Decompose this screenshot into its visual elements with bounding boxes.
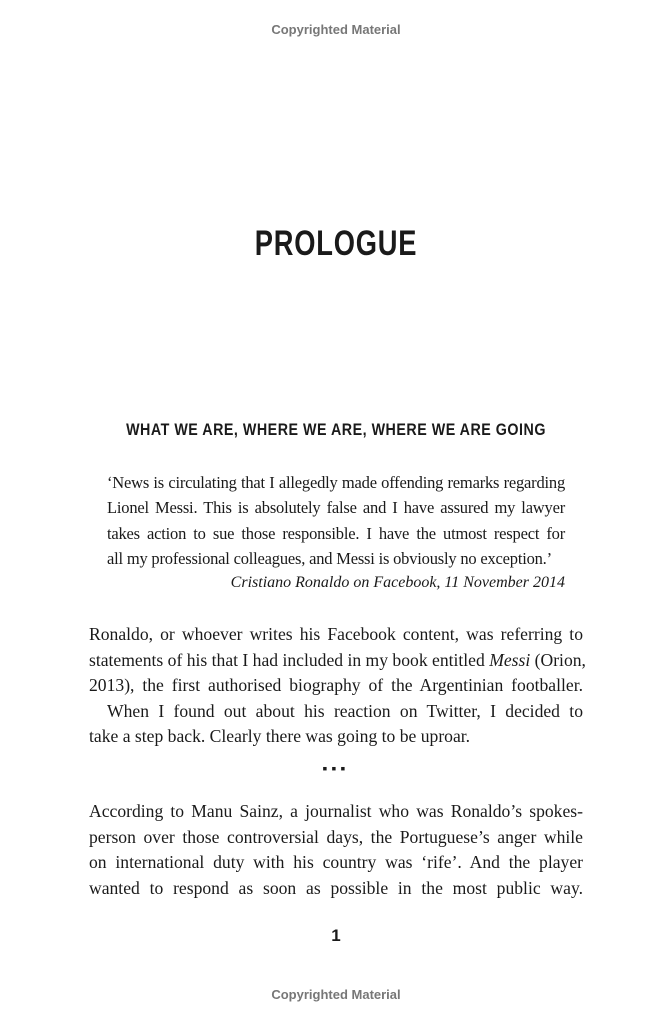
paragraph-line: wanted to respond as soon as possible in the most public way. [89,877,583,898]
chapter-subtitle: WHAT WE ARE, WHERE WE ARE, WHERE WE ARE GOING [126,420,546,439]
paragraph-line: Ronaldo, or whoever writes his Facebook content, was referring to [89,624,583,644]
line-text: statements of his that I had included in my book entitled [89,649,490,670]
paragraph-2 [89,799,583,901]
epigraph-quote [107,470,565,571]
section-break-ornament: ▪▪▪ [322,760,350,776]
paragraph-line: on international duty with his country was ‘rife’. And the player [89,852,583,873]
book-title-messi: Messi [489,649,531,670]
paragraph-line: 2013), the first authorised biography of the Argentinian footballer. [89,675,583,696]
line-text: (Orion, [530,649,586,670]
paragraph-line: take a step back. Clearly there was going to be uproar. [89,726,471,747]
epigraph-line: all my professional colleagues, and Messi is obviously no exception.’ [107,548,552,568]
page-number: 1 [331,926,341,945]
epigraph-line: takes action to sue those responsible. I have the utmost respect for [107,523,565,543]
paragraph-1 [89,622,586,750]
paragraph-line: When I found out about his reaction on Twitter, I decided to [107,700,583,721]
paragraph-line: According to Manu Sainz, a journalist who was Ronaldo’s spokes- [89,801,583,821]
copyright-watermark-bottom: Copyrighted Material [271,987,401,1002]
paragraph-line: person over those controversial days, the Portuguese’s anger while [89,826,583,847]
paragraph-line [89,648,586,674]
epigraph-line: ‘News is circulating that I allegedly made offending remarks regarding [107,473,565,492]
chapter-title: PROLOGUE [254,224,418,263]
epigraph-attribution: Cristiano Ronaldo on Facebook, 11 November 2014 [230,574,565,591]
copyright-watermark-top: Copyrighted Material [271,22,401,37]
epigraph-line: Lionel Messi. This is absolutely false and I have assured my lawyer [107,498,565,518]
